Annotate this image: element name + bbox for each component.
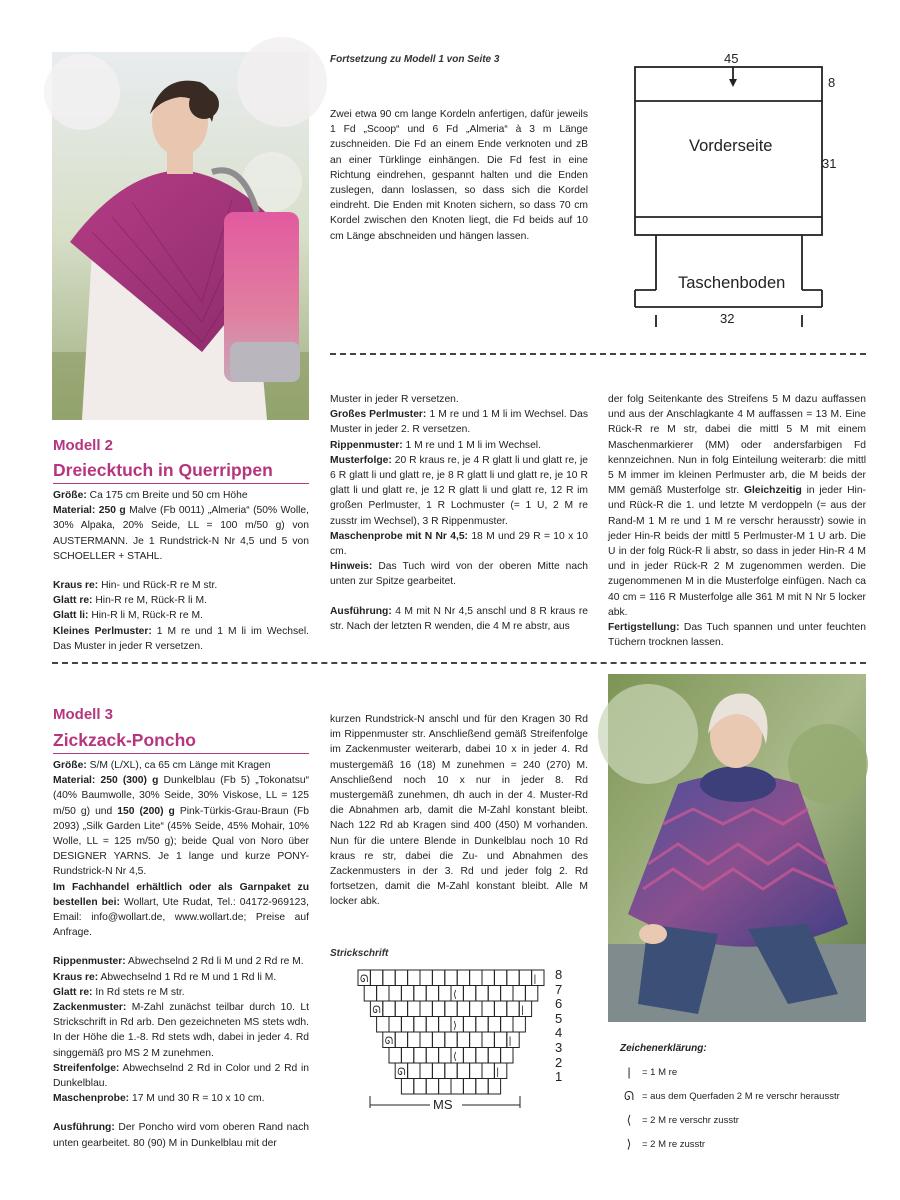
row-label: 7 (555, 981, 563, 997)
chart-cell (439, 986, 451, 1002)
chart-cell (383, 1001, 395, 1017)
chart-title: Strickschrift (330, 948, 389, 959)
chart-cell (426, 1017, 438, 1033)
chart-cell (389, 1017, 401, 1033)
section-divider-top (330, 353, 866, 355)
chart-cell (507, 970, 519, 986)
chart-cell (445, 1063, 457, 1079)
row-label: 1 (555, 1069, 563, 1085)
chart-cell (457, 970, 469, 986)
row-label: 3 (555, 1039, 563, 1055)
model3-column-2: kurzen Rundstrick-N anschl und für den Kragen 30 Rd im Rippenmuster str. Anschließend gemäß Streifenfolge im Zackenmuster weiterarb, dabei 10 x in jeder 4. Rd mustergemäß 16 (18) M zunehmen = 240 (270) M. Anschließend noch 10 x nur in jeder 8. Rd mustergemäß zunehmen, dh auch in der 4. Muster-Rd die Abnahmen arb, damit die M-Zahl konstant bleibt. Nach 122 Rd ab Kragen sind 400 (450) M vorhanden. Nun für die untere Blende in Dunkelblau noch 10 Rd kraus re str, dabei die Zu- und Abnahmen des Zackenmusters in der 3. Rd und jeder folg 2. Rd fortsetzen, damit die M-Zahl konstant bleibt. Alle M locker abk. (330, 714, 588, 908)
model3-column-1: Größe: S/M (L/XL), ca 65 cm Länge mit Kragen Material: 250 (300) g Dunkelblau (Fb 5) „Tokonatsu“ (40% Baumwolle, 30% Seide, 30% Viskose, LL = 125 m/50 g) und 150 (200) g Pink-Türkis-Grau-Braun (Fb 2093) „Silk Garden Lite“ (45% Seide, 45% Mohair, 10% Wolle, LL = 125 m/50 g); beide Qual von Noro über DESIGNER YARNS. Je 1 lange und kurze PONY-Rundstrick-N Nr 4,5. Im Fachhandel erhältlich oder als Garnpaket zu bestellen bei: Wollart, Ute Rudat, Tel.: 04172-969123, Email: info@wollart.de, www.wollart.de; Preise auf Anfrage. Rippenmuster: Abwechselnd 2 Rd li M und 2 Rd re M. Kraus re: Abwechselnd 1 Rd re M und 1 Rd li M. Glatt re: In Rd stets re M str. Zackenmuster: M-Zahl zunächst teilbar durch 10. Lt Strickschrift in Rd arb. Den gezeichneten MS stets wdh. In der Höhe die 1.-8. Rd stets wdh, dabei in jeder 4. Rd singgemäß pro MS 2 M zunehmen. Streifenfolge: Abwechselnd 2 Rd in Color und 2 Rd in Dunkelblau. Maschenprobe: 17 M und 30 R = 10 x 10 cm. Ausführung: Der Poncho wird vom oberen Rand nach unten gearbeitet. 80 (90) M in Dunkelblau mit der (53, 760, 310, 1149)
chart-cell (370, 970, 382, 986)
chart-cell (470, 1032, 482, 1048)
section-divider-middle (52, 662, 866, 664)
chart-cell (420, 1001, 432, 1017)
diagram-bottom-width: 32 (720, 311, 735, 326)
row-label: 4 (555, 1025, 563, 1041)
photo-model3-poncho (608, 674, 866, 1022)
chart-cell (445, 970, 457, 986)
chart-cell (364, 986, 376, 1002)
chart-cell (463, 1079, 475, 1095)
legend-item: ⟩ = 2 M re zusstr (620, 1132, 860, 1156)
diagram-top-band: 8 (828, 75, 836, 90)
chart-cell (501, 986, 513, 1002)
chart-cell (482, 970, 494, 986)
chart-increase-mark: ᘏ (360, 974, 369, 985)
model2-column-2: Muster in jeder R versetzen. Großes Perlmuster: 1 M re und 1 M li im Wechsel. Das Muster in jeder 2. R versetzen. Rippenmuster: 1 M re und 1 M li im Wechsel. Musterfolge: 20 R kraus re, je 4 R glatt li und glatt re, je 6 R glatt li und glatt re, je 8 R glatt li und glatt re, je 10 R glatt li und glatt re, je 12 R glatt li und glatt re, 12 R im großen Perlmuster, 1 R Lochmuster (= 1 U, 2 M re zusstr im Wechsel), 3 R Rippenmuster. Maschenprobe mit N Nr 4,5: 18 M und 29 R = 10 x 10 cm. Hinweis: Das Tuch wird von der oberen Mitte nach unten zur Spitze gearbeitet. Ausführung: 4 M mit N Nr 4,5 anschl und 8 R kraus re str. Nach der letzten R wenden, die 4 M re abstr, aus (330, 394, 588, 632)
legend-item: | = 1 M re (620, 1060, 860, 1084)
chart-cell (408, 1001, 420, 1017)
legend-item: ⟨ = 2 M re verschr zusstr (620, 1108, 860, 1132)
chart-cell (470, 1063, 482, 1079)
diagram-front-height: 31 (822, 156, 837, 171)
chart-cell (401, 1017, 413, 1033)
chart-cell (482, 1001, 494, 1017)
chart-cell (470, 970, 482, 986)
chart-row-labels (555, 968, 575, 1085)
chart-cell (408, 970, 420, 986)
legend (620, 1043, 860, 1156)
chart-increase-mark: ᘏ (397, 1067, 406, 1078)
chart-cell (377, 1017, 389, 1033)
chart-cell (439, 1017, 451, 1033)
chart-cell (488, 1048, 500, 1064)
chart-decrease-mark: ⟩ (453, 1020, 457, 1032)
chart-cell (420, 1063, 432, 1079)
chart-cell (488, 1079, 500, 1095)
diagram-front-label: Vorderseite (689, 137, 773, 155)
chart-cell (507, 1001, 519, 1017)
chart-increase-mark: ᘏ (384, 1036, 394, 1047)
chart-cell (457, 1063, 469, 1079)
chart-cell (414, 1017, 426, 1033)
chart-cell (414, 1079, 426, 1095)
continuation-paragraph: Zwei etwa 90 cm lange Kordeln anfertigen, dafür jeweils 1 Fd „Scoop“ und 6 Fd „Almeria“ à 3 m Länge zuschneiden. Die Fd an einem Ende verknoten und zB an einer Türklinge einhängen. Die Fd fest in eine Richtung eindrehen, gespannt halten und die Enden zuslegen, dann loslassen, so dass sich die Kordel eindreht. Die Enden mit Knoten sichern, so dass 70 cm Kordel zwischen den Knoten liegt, die Fd beids auf 10 cm Länge abschneiden und hängen lassen. (330, 109, 588, 242)
chart-cell (432, 1001, 444, 1017)
chart-ms-label: MS (433, 1097, 453, 1112)
chart-cell (432, 1063, 444, 1079)
continuation-heading: Fortsetzung zu Modell 1 von Seite 3 (330, 54, 500, 65)
chart-cell (389, 986, 401, 1002)
chart-cell (426, 986, 438, 1002)
chart-cell (432, 1032, 444, 1048)
chart-cell (420, 1032, 432, 1048)
increase-icon: ᘏ (624, 1088, 634, 1103)
chart-cell (408, 1063, 420, 1079)
model3-title: Zickzack-Poncho (53, 730, 309, 754)
chart-cell (401, 986, 413, 1002)
chart-cell (513, 1017, 525, 1033)
chart-cell (401, 1048, 413, 1064)
chart-cell (463, 1048, 475, 1064)
chart-edge-mark: | (508, 1036, 512, 1047)
row-label: 8 (555, 967, 563, 982)
chart-cell (426, 1048, 438, 1064)
chart-cell (525, 986, 537, 1002)
chart-cell (482, 1032, 494, 1048)
chart-cell (476, 1017, 488, 1033)
chart-cell (482, 1063, 494, 1079)
chart-cell (501, 1048, 513, 1064)
chart-cell (519, 970, 531, 986)
chart-cell (476, 1079, 488, 1095)
chart-cell (463, 1017, 475, 1033)
chart-cell (395, 970, 407, 986)
chart-edge-mark: | (496, 1067, 500, 1078)
model2-column-1: Größe: Ca 175 cm Breite und 50 cm Höhe Material: 250 g Malve (Fb 0011) „Almeria“ (50% Wolle, 30% Alpaka, 20% Seide, LL = 100 m/50 g) von AUSTERMANN. Je 1 Rundstrick-N Nr 4,5 und 5 von SCHOELLER + STAHL. Kraus re: Hin- und Rück-R re M str. Glatt re: Hin-R re M, Rück-R li M. Glatt li: Hin-R li M, Rück-R re M. Kleines Perlmuster: 1 M re und 1 M li im Wechsel. Das Muster in jeder R versetzen. (53, 490, 310, 652)
bag-diagram (620, 45, 850, 335)
model2-title: Dreiecktuch in Querrippen (53, 460, 309, 484)
chart-decrease-mark: ⟨ (453, 989, 457, 1001)
row-label: 5 (555, 1010, 563, 1026)
decrease-right-icon: ⟩ (626, 1137, 632, 1151)
legend-title: Zeichenerklärung: (620, 1043, 707, 1054)
chart-cell (445, 1001, 457, 1017)
chart-edge-mark: | (521, 1005, 524, 1016)
chart-cell (439, 1048, 451, 1064)
chart-cell (432, 970, 444, 986)
decrease-left-icon: ⟨ (626, 1113, 632, 1127)
chart-cell (420, 970, 432, 986)
chart-cell (383, 970, 395, 986)
row-label: 2 (555, 1054, 563, 1070)
chart-cell (488, 1017, 500, 1033)
chart-cell (389, 1048, 401, 1064)
chart-cell (451, 1079, 463, 1095)
diagram-bottom-label: Taschenboden (678, 274, 786, 292)
chart-cell (501, 1017, 513, 1033)
chart-cell (463, 986, 475, 1002)
chart-cell (414, 1048, 426, 1064)
chart-cell (445, 1032, 457, 1048)
row-label: 6 (555, 996, 563, 1012)
model2-number: Modell 2 (53, 437, 114, 454)
chart-increase-mark: ᘏ (372, 1005, 381, 1016)
chart-decrease-mark: ⟨ (453, 1051, 457, 1063)
chart-cell (377, 986, 389, 1002)
photo-model2-shawl (52, 52, 309, 420)
chart-cell (470, 1001, 482, 1017)
model3-number: Modell 3 (53, 706, 114, 723)
legend-item: ᘏ = aus dem Querfaden 2 M re verschr herausstr (620, 1084, 860, 1108)
diagram-top-width: 45 (724, 51, 739, 66)
chart-cell (457, 1032, 469, 1048)
chart-cell (457, 1001, 469, 1017)
chart-cell (414, 986, 426, 1002)
chart-cell (395, 1032, 407, 1048)
chart-cell (488, 986, 500, 1002)
chart-cell (494, 1001, 506, 1017)
chart-cell (395, 1001, 407, 1017)
knit-stitch-icon: | (627, 1065, 631, 1079)
chart-edge-mark: | (533, 974, 537, 985)
chart-cell (401, 1079, 413, 1095)
chart-cell (476, 986, 488, 1002)
chart-cell (513, 986, 525, 1002)
chart-cell (476, 1048, 488, 1064)
model2-column-3: der folg Seitenkante des Streifens 5 M dazu auffassen und aus der Anschlagkante 4 M auffassen = 13 M. Eine Rück-R re M str, dabei die mittl 5 M mit einem Maschenmarkierer (MM) oder andersfarbigen Fd kennzeichnen. Nun in folg Einteilung weiterarb: die mittl 5 M immer im kleinen Perlmuster arb, die M beids der MM gemäß Musterfolge str. Gleichzeitig in jeder Hin- und Rück-R die 1. und letzte M verdoppeln (= aus der Rand-M 1 M re und 1 M re verschr herausstr) sowie in jeder Hin-R beids der mittl 5 Perlmuster-M 1 U arb. Die U in der folg Rück-R li abstr, so dass in jeder Hin-R 4 M und in jeder Rück-R 2 M zugenommen werden. Die zugenommenen M in die Musterfolge einfügen. Nach ca 40 cm = 116 R Musterfolge alle 361 M mit N Nr 5 locker abk. Fertigstellung: Das Tuch spannen und unter feuchten Tüchern trocknen lassen. (608, 394, 866, 649)
chart-cell (439, 1079, 451, 1095)
chart-cell (426, 1079, 438, 1095)
chart-cell (494, 970, 506, 986)
chart-cell (494, 1032, 506, 1048)
knitting-chart (340, 966, 580, 1116)
chart-cell (408, 1032, 420, 1048)
